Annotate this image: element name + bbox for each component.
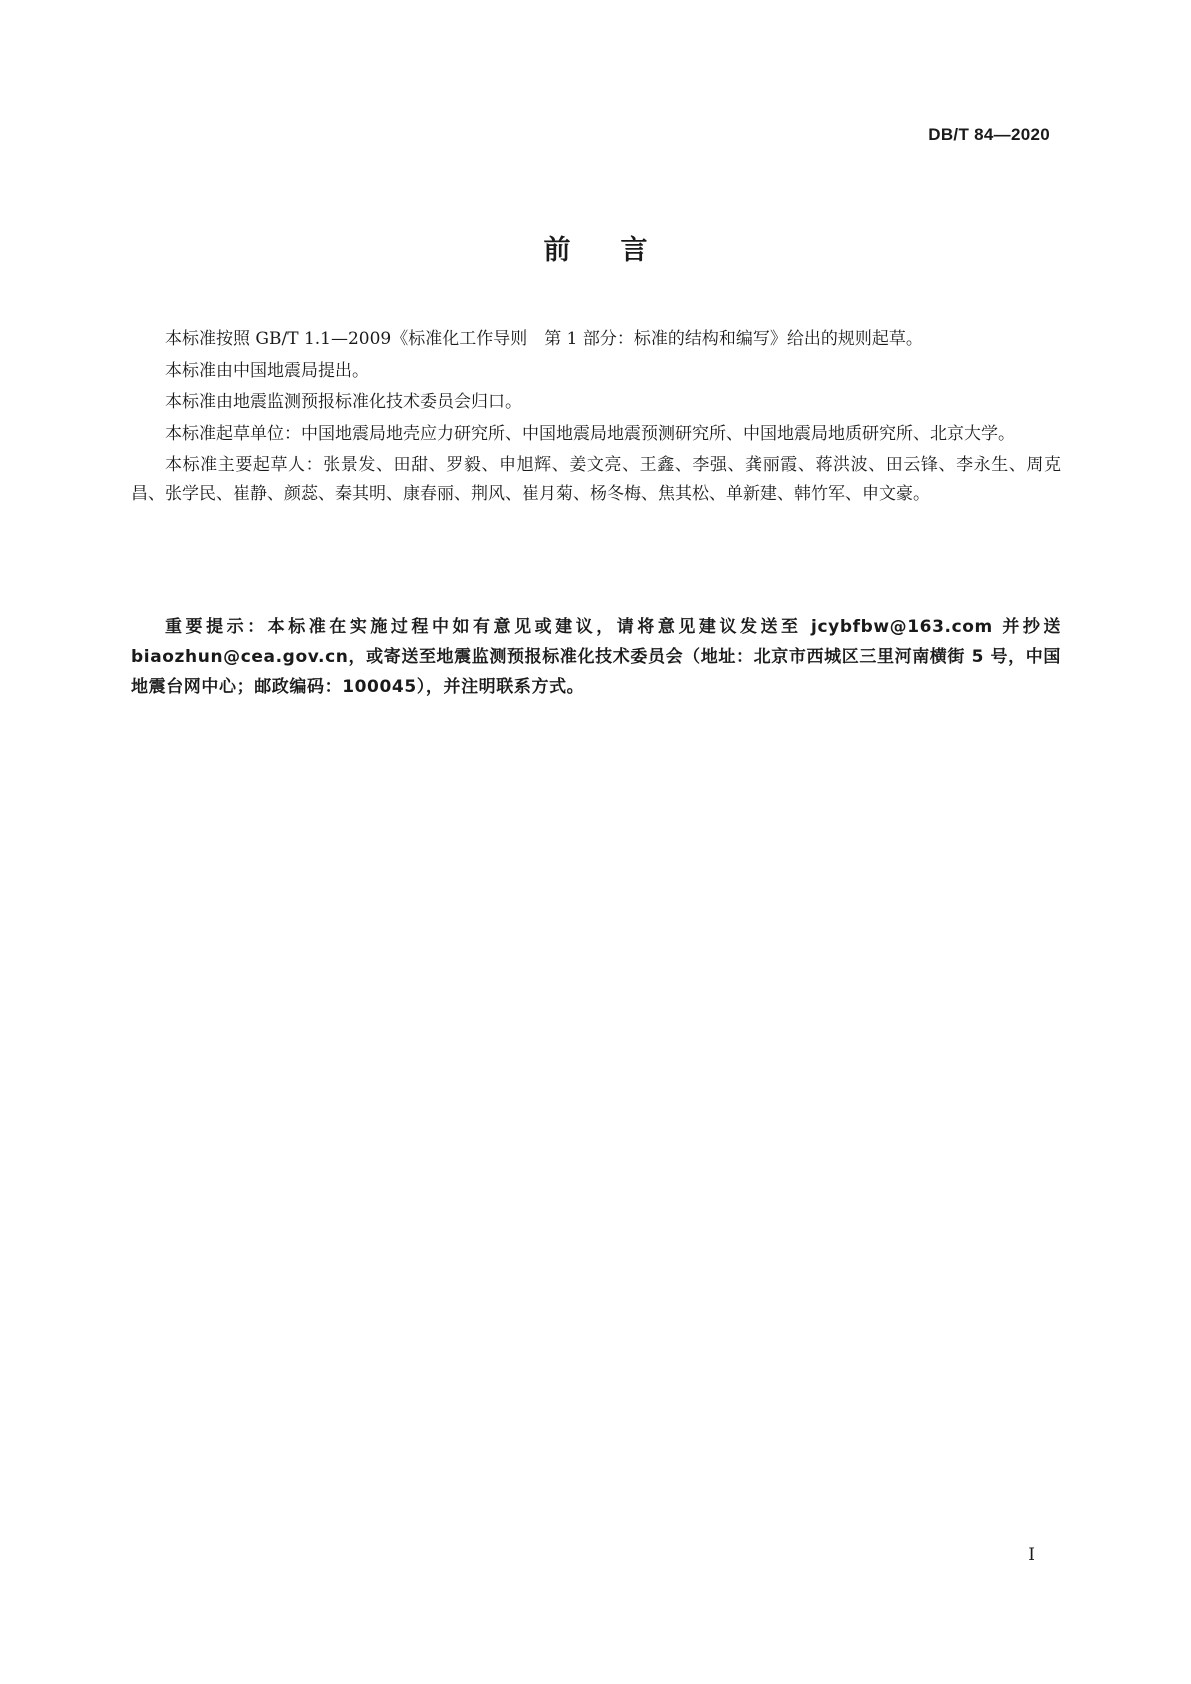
page-title: 前言	[543, 235, 698, 266]
foreword-body	[131, 325, 1061, 511]
paragraph-drafters: 本标准主要起草人：张景发、田甜、罗毅、申旭辉、姜文亮、王鑫、李强、龚丽霞、蒋洪波、田云锋、李永生、周克昌、张学民、崔静、颜蕊、秦其明、康春丽、荆风、崔月菊、杨冬梅、焦其松、单新建、韩竹军、申文豪。	[131, 455, 1061, 504]
paragraph-drafting-units: 本标准起草单位：中国地震局地壳应力研究所、中国地震局地震预测研究所、中国地震局地质研究所、北京大学。	[165, 423, 1015, 444]
page-number: I	[1028, 1545, 1035, 1565]
important-notice	[131, 612, 1061, 702]
document-code: DB/T 84—2020	[928, 125, 1050, 144]
paragraph-drafting-rules: 本标准按照 GB/T 1.1—2009《标准化工作导则 第 1 部分：标准的结构和编写》给出的规则起草。	[165, 329, 923, 349]
notice-text: 重要提示：本标准在实施过程中如有意见或建议，请将意见建议发送至 jcybfbw@163.com 并抄送 biaozhun@cea.gov.cn，或寄送至地震监测预报标准化技术委员会（地址：北京市西城区三里河南横街 5 号，中国地震台网中心；邮政编码：100045），并注明联系方式。	[131, 617, 1061, 697]
paragraph-centralized-by: 本标准由地震监测预报标准化技术委员会归口。	[165, 392, 522, 412]
paragraph-proposed-by: 本标准由中国地震局提出。	[165, 360, 369, 381]
